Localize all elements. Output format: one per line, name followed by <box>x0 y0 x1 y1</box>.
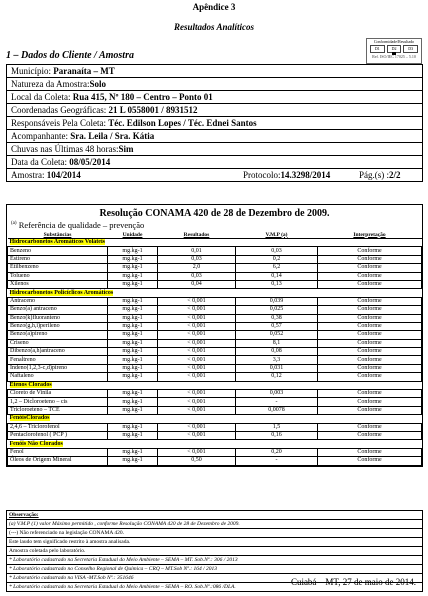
substance-cell: Benzo(g,h,i)perileno <box>8 322 108 330</box>
result-cell: < 0,001 <box>158 297 236 305</box>
unit-cell: mg.kg-1 <box>108 390 158 398</box>
vmp-cell: 0,13 <box>236 280 318 288</box>
result-cell: 0,03 <box>158 272 236 280</box>
col-substancias: Substâncias <box>43 231 72 238</box>
table-row <box>8 364 422 372</box>
unit-cell: mg.kg-1 <box>108 339 158 347</box>
substance-cell: Fenaltreno <box>8 356 108 364</box>
substance-cell: Óleos de Origem Mineral <box>8 457 108 465</box>
substance-cell: Estireno <box>8 255 108 263</box>
substance-cell: Tricloroeteno – TCE <box>8 406 108 414</box>
interpretation-cell: Conforme <box>318 423 422 431</box>
coord-label: Coordenadas Geográficas: <box>11 105 109 115</box>
interpretation-cell: Conforme <box>318 431 422 439</box>
pagina-field <box>359 169 401 181</box>
observations-title: Observação: <box>9 512 39 518</box>
substance-cell: Benzeno <box>8 247 108 255</box>
reference-note <box>7 220 422 230</box>
resp-value: Téc. Edilson Lopes / Téc. Ednei Santos <box>108 118 257 128</box>
substance-cell: Dibenzo(a,h)antraceno <box>8 348 108 356</box>
interpretation-cell: Conforme <box>318 255 422 263</box>
substance-cell: Antraceno <box>8 297 108 305</box>
result-cell: < 0,001 <box>158 448 236 456</box>
amostra-value: 104/2014 <box>46 170 81 180</box>
interpretation-cell: Conforme <box>318 272 422 280</box>
interpretation-cell: Conforme <box>318 247 422 255</box>
interpretation-cell: Conforme <box>318 390 422 398</box>
table-row <box>8 247 422 255</box>
pagina-label: Pág.(s) : <box>359 170 389 180</box>
interpretation-cell: Conforme <box>318 373 422 381</box>
table-row <box>8 373 422 381</box>
result-cell: 0,04 <box>158 280 236 288</box>
col-interpretacao: Interpretação <box>353 231 386 238</box>
vmp-cell: 0,12 <box>236 373 318 381</box>
result-cell: < 0,001 <box>158 373 236 381</box>
info-row-amostra <box>7 169 422 181</box>
result-cell: < 0,001 <box>158 390 236 398</box>
substance-cell: Benzo(a)pireno <box>8 331 108 339</box>
data-label: Data da Coleta: <box>11 157 70 167</box>
unit-cell: mg.kg-1 <box>108 280 158 288</box>
chuvas-value: Sim <box>118 144 134 154</box>
page-subtitle: Resultados Analíticos <box>174 22 254 32</box>
interpretation-cell: Conforme <box>318 339 422 347</box>
unit-cell: mg.kg-1 <box>108 255 158 263</box>
result-cell: < 0,001 <box>158 406 236 414</box>
result-cell: < 0,001 <box>158 356 236 364</box>
info-row-chuvas <box>7 143 422 156</box>
result-cell: < 0,001 <box>158 423 236 431</box>
substance-cell: Pentaclorofenol ( PCP ) <box>8 431 108 439</box>
result-cell: < 0,001 <box>158 314 236 322</box>
vmp-cell: 0,03 <box>236 247 318 255</box>
unit-cell: mg.kg-1 <box>108 247 158 255</box>
info-row-responsaveis <box>7 117 422 130</box>
group-name: Fenóis Não Clorados <box>9 440 63 447</box>
col-unidade: Unidade <box>122 231 143 238</box>
observation-line: (---) Não referenciado na legislação CONAMA 420. <box>7 528 422 537</box>
vmp-cell: - <box>236 398 318 406</box>
interpretation-cell: Conforme <box>318 398 422 406</box>
substance-cell: 2,4,6 – Triclorofenol <box>8 423 108 431</box>
natureza-label: Natureza da Amostra: <box>11 79 90 89</box>
observation-line: * Laboratório cadastrado na Secretaria Estadual do Meio Ambiente – SEMA – RO. Sob.Nº.:086 /DLA. <box>7 582 422 591</box>
result-cell: 0,50 <box>158 457 236 465</box>
results-title: Resolução CONAMA 420 de 28 de Dezembro de 2009. <box>99 208 330 219</box>
table-row <box>8 356 422 364</box>
table-row <box>8 280 422 288</box>
table-row <box>8 314 422 322</box>
unit-cell: mg.kg-1 <box>108 457 158 465</box>
group-name: Hidrocarbonetos Aromáticos Voláteis <box>9 239 105 246</box>
observation-line: * Laboratório cadastrado no Conselho Regional de Química – CRQ – MT.Sob Nº.: 164 / 2013 <box>7 564 422 573</box>
substance-cell: Etilbenzeno <box>8 264 108 272</box>
group-name: FenóisClorados <box>9 415 50 422</box>
interpretation-cell: Conforme <box>318 356 422 364</box>
vmp-cell: 0,052 <box>236 331 318 339</box>
result-cell: 0,03 <box>158 255 236 263</box>
interpretation-cell: Conforme <box>318 331 422 339</box>
result-cell: < 0,001 <box>158 339 236 347</box>
acomp-value: Sra. Leila / Sra. Kátia <box>70 131 155 141</box>
interpretation-cell: Conforme <box>318 457 422 465</box>
vmp-cell: 0,57 <box>236 322 318 330</box>
unit-cell: mg.kg-1 <box>108 322 158 330</box>
legend-footnote: Ref. ISO/IEC 17025 – 5.10 <box>372 54 416 59</box>
info-row-municipio <box>7 65 422 78</box>
substance-cell: Criseno <box>8 339 108 347</box>
unit-cell: mg.kg-1 <box>108 314 158 322</box>
table-row <box>8 297 422 305</box>
unit-cell: mg.kg-1 <box>108 272 158 280</box>
coord-value: 21 L 0558001 / 8931512 <box>108 105 198 115</box>
table-row <box>8 348 422 356</box>
observation-line: * Laboratório cadastrado na VISA -MT.Sob Nº.: 351646 <box>7 573 422 582</box>
interpretation-cell: Conforme <box>318 314 422 322</box>
substance-cell: 1,2 – Dicloroeteno – cis <box>8 398 108 406</box>
table-row <box>8 390 422 398</box>
unit-cell: mg.kg-1 <box>108 264 158 272</box>
legend-cell-d1: D1 <box>370 45 385 53</box>
local-label: Local da Coleta: <box>11 92 73 102</box>
unit-cell: mg.kg-1 <box>108 431 158 439</box>
unit-cell: mg.kg-1 <box>108 364 158 372</box>
result-cell: < 0,001 <box>158 331 236 339</box>
info-row-coordenadas <box>7 104 422 117</box>
unit-cell: mg.kg-1 <box>108 423 158 431</box>
municipio-label: Município: <box>11 66 54 76</box>
client-sample-info <box>6 64 423 182</box>
footer-place-date: Cuiabá – MT, 27 de maio de 2014. <box>290 577 416 587</box>
unit-cell: mg.kg-1 <box>108 448 158 456</box>
data-value: 08/05/2014 <box>69 157 111 167</box>
interpretation-cell: Conforme <box>318 348 422 356</box>
unit-cell: mg.kg-1 <box>108 356 158 364</box>
vmp-cell: - <box>236 457 318 465</box>
table-row <box>8 331 422 339</box>
interpretation-cell: Conforme <box>318 322 422 330</box>
group-row <box>8 381 422 389</box>
legend-cell-d3: D3 <box>403 45 418 53</box>
vmp-cell: 0,0078 <box>236 406 318 414</box>
group-row <box>8 289 422 297</box>
observation-line: * Laboratório cadastrado na Secretaria Estadual do Meio Ambiente – SEMA – MT. Sob.Nº.: 306 / 2013 <box>7 555 422 564</box>
group-row <box>8 440 422 448</box>
reference-mark: (a) <box>11 221 17 227</box>
table-row <box>8 339 422 347</box>
result-cell: < 0,001 <box>158 398 236 406</box>
unit-cell: mg.kg-1 <box>108 331 158 339</box>
vmp-cell: 0,38 <box>236 314 318 322</box>
unit-cell: mg.kg-1 <box>108 306 158 314</box>
vmp-cell: 3,3 <box>236 356 318 364</box>
vmp-cell: 0,003 <box>236 390 318 398</box>
unit-cell: mg.kg-1 <box>108 373 158 381</box>
col-resultados: Resultados <box>183 231 210 238</box>
pagina-value: 2/2 <box>389 170 401 180</box>
table-row <box>8 264 422 272</box>
interpretation-cell: Conforme <box>318 448 422 456</box>
vmp-cell: 0,20 <box>236 448 318 456</box>
table-row <box>8 322 422 330</box>
result-cell: < 0,001 <box>158 348 236 356</box>
amostra-field <box>11 169 81 181</box>
vmp-cell: 0,039 <box>236 297 318 305</box>
interpretation-cell: Conforme <box>318 264 422 272</box>
vmp-cell: 0,14 <box>236 272 318 280</box>
substance-cell: Fenol <box>8 448 108 456</box>
amostra-label: Amostra: <box>11 170 47 180</box>
substance-cell: Cloreto de Vinila <box>8 390 108 398</box>
unit-cell: mg.kg-1 <box>108 406 158 414</box>
conformity-legend-box <box>366 38 422 64</box>
result-cell: < 0,001 <box>158 364 236 372</box>
col-vmp: V.M.P (a) <box>265 231 288 238</box>
group-name: Hidrocarbonetos Policíclicos Aromáticos <box>9 289 114 296</box>
chuvas-label: Chuvas nas Últimas 48 horas: <box>11 144 119 154</box>
results-header-row <box>8 231 422 239</box>
table-row <box>8 406 422 414</box>
group-name: Etenos Clorados <box>9 381 52 388</box>
vmp-cell: 1,5 <box>236 423 318 431</box>
observation-line: Amostra coletada pelo laboratório. <box>7 546 422 555</box>
vmp-cell: 0,08 <box>236 348 318 356</box>
unit-cell: mg.kg-1 <box>108 398 158 406</box>
result-cell: < 0,001 <box>158 306 236 314</box>
results-panel <box>6 204 423 467</box>
interpretation-cell: Conforme <box>318 306 422 314</box>
result-cell: 0,01 <box>158 247 236 255</box>
table-row <box>8 306 422 314</box>
interpretation-cell: Conforme <box>318 364 422 372</box>
results-body <box>8 239 422 466</box>
table-row <box>8 272 422 280</box>
observation-line: Este laudo tem significado restrito à amostra analisada. <box>7 537 422 546</box>
vmp-cell: 0,031 <box>236 364 318 372</box>
section-title: 1 – Dados do Cliente / Amostra <box>6 50 134 61</box>
vmp-cell: 0,16 <box>236 431 318 439</box>
legend-title: Conformidade/Resultado <box>373 39 415 44</box>
interpretation-cell: Conforme <box>318 280 422 288</box>
substance-cell: Tolueno <box>8 272 108 280</box>
result-cell: < 0,001 <box>158 431 236 439</box>
info-row-data <box>7 156 422 169</box>
substance-cell: Indeno(1,2,3-c,d)pireno <box>8 364 108 372</box>
substance-cell: Xilenos <box>8 280 108 288</box>
protocolo-value: 14.3298/2014 <box>280 170 331 180</box>
result-cell: 2,0 <box>158 264 236 272</box>
appendix-title: Apêndice 3 <box>192 2 236 12</box>
unit-cell: mg.kg-1 <box>108 348 158 356</box>
info-row-acompanhante <box>7 130 422 143</box>
info-row-local <box>7 91 422 104</box>
substance-cell: Naftaleno <box>8 373 108 381</box>
protocolo-label: Protocolo: <box>243 170 281 180</box>
municipio-value: Paranaíta – MT <box>53 66 115 76</box>
table-row <box>8 448 422 456</box>
vmp-cell: 0,025 <box>236 306 318 314</box>
table-row <box>8 423 422 431</box>
results-table <box>7 231 422 466</box>
interpretation-cell: Conforme <box>318 406 422 414</box>
info-row-natureza <box>7 78 422 91</box>
observation-line: (a) V.M.P (1) valor Máximo permitido , conforme Resolução CONAMA 420 de 28 de Dezembro de 2009. <box>7 519 422 528</box>
table-row <box>8 398 422 406</box>
vmp-cell: 6,2 <box>236 264 318 272</box>
protocolo-field <box>243 169 330 181</box>
table-row <box>8 457 422 465</box>
group-row <box>8 239 422 247</box>
vmp-cell: 0,2 <box>236 255 318 263</box>
result-cell: < 0,001 <box>158 322 236 330</box>
reference-text: Referência de qualidade – prevenção <box>16 220 145 230</box>
local-value: Rua 415, Nº 180 – Centro – Ponto 01 <box>72 92 213 102</box>
unit-cell: mg.kg-1 <box>108 297 158 305</box>
vmp-cell: 8,1 <box>236 339 318 347</box>
legend-cell-d2: D2 <box>387 45 402 53</box>
table-row <box>8 255 422 263</box>
substance-cell: Benzo(k)fluoranteno <box>8 314 108 322</box>
interpretation-cell: Conforme <box>318 297 422 305</box>
natureza-value: Solo <box>89 79 106 89</box>
group-row <box>8 415 422 423</box>
table-row <box>8 431 422 439</box>
substance-cell: Benzo(a) antraceno <box>8 306 108 314</box>
resp-label: Responsáveis Pela Coleta: <box>11 118 109 128</box>
acomp-label: Acompanhante: <box>11 131 71 141</box>
